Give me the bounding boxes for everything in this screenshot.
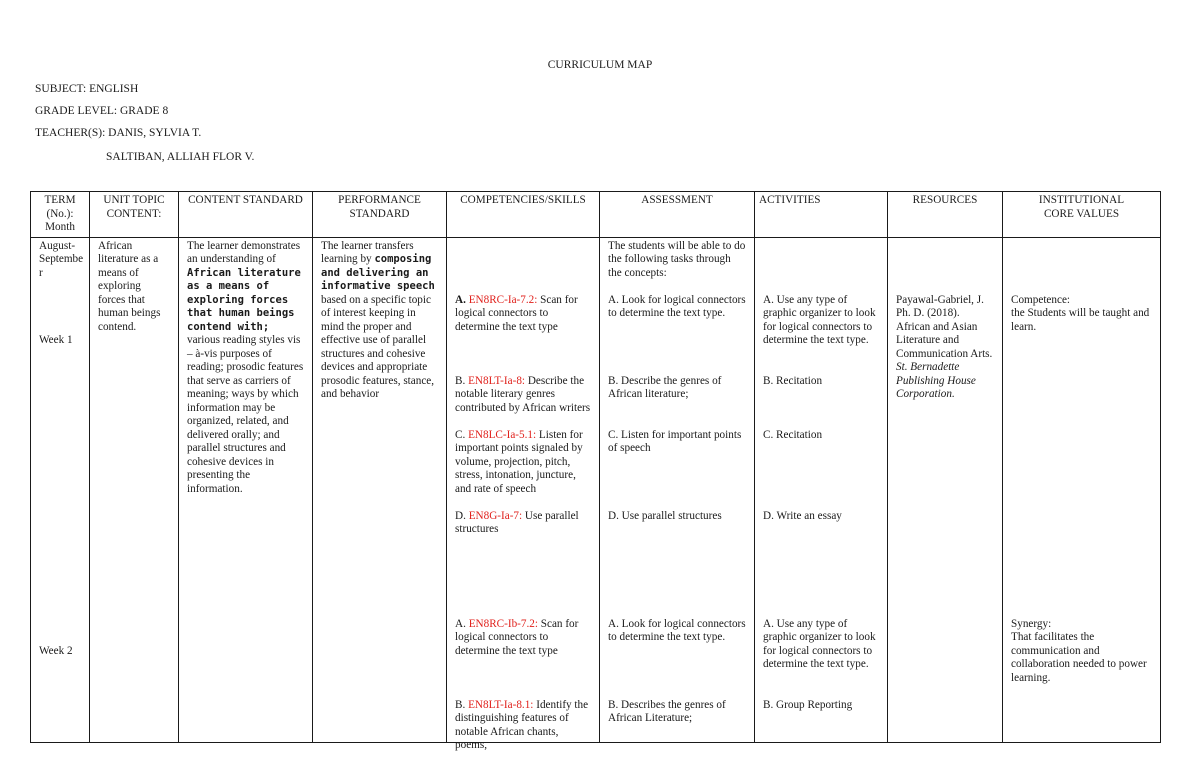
header-perf-line: PERFORMANCE	[338, 194, 421, 206]
assessment-item: A. Look for logical connectors to determine the text type.	[608, 617, 746, 643]
header-unit-topic	[90, 192, 179, 238]
header-competencies: COMPETENCIES/SKILLS	[447, 192, 600, 238]
header-core-line: INSTITUTIONAL	[1038, 194, 1125, 206]
assessment-item: C. Listen for important points of speech	[608, 428, 742, 454]
core-value-title: Synergy:	[1011, 617, 1052, 630]
assessment-item: D. Use parallel structures	[608, 509, 722, 522]
activities-cell	[755, 237, 888, 742]
document-title: CURRICULUM MAP	[547, 59, 653, 71]
assessment-cell	[600, 237, 755, 742]
performance-standard-bold: composing and delivering an informative speech	[321, 253, 435, 292]
header-content-standard: CONTENT STANDARD	[179, 192, 313, 238]
competency-item	[455, 429, 591, 497]
header-unit-line: CONTENT:	[106, 207, 162, 220]
activity-item: A. Use any type of graphic organizer to look for logical connectors to determine the text type.	[763, 293, 876, 346]
table-row	[31, 237, 1161, 742]
term-cell	[31, 237, 90, 742]
core-values-cell	[1003, 237, 1161, 742]
assessment-item: A. Look for logical connectors to determine the text type.	[608, 293, 746, 319]
competency-item	[455, 510, 591, 537]
assessment-item: B. Describes the genres of African Literature;	[608, 698, 726, 724]
header-term-line: (No.):	[46, 207, 74, 220]
content-standard-rest: various reading styles vis – à-vis purposes of reading; prosodic features that serve as carriers of meaning; ways by which information may be organized, related, and delivered orally; and parallel structures and cohesive devices in presenting the information.	[187, 334, 304, 495]
week-1-label: Week 1	[39, 333, 73, 346]
assessment-intro: The students will be able to do the following tasks through the concepts:	[608, 239, 746, 279]
header-term-line: TERM	[44, 194, 76, 206]
header-unit-line: UNIT TOPIC	[103, 194, 165, 206]
header-core-line: CORE VALUES	[1043, 207, 1120, 220]
core-value-title: Competence:	[1011, 293, 1071, 306]
competency-text: Identify the distinguishing features of notable African chants, poems,	[455, 698, 589, 751]
competency-prefix: A.	[455, 293, 466, 306]
header-term	[31, 192, 90, 238]
competency-text: Scan for logical connectors to determine the text type	[455, 617, 579, 657]
performance-standard-rest: based on a specific topic of interest keeping in mind the proper and effective use of parallel structures and cohesive devices and appropriate prosodic features, stance, and behavior	[321, 293, 435, 400]
performance-standard-cell	[313, 237, 447, 742]
header-assessment: ASSESSMENT	[600, 192, 755, 238]
competency-code: EN8RC-Ib-7.2:	[468, 617, 538, 630]
unit-topic-text: African literature as a means of exploring forces that human beings contend.	[98, 239, 161, 333]
activity-item: A. Use any type of graphic organizer to look for logical connectors to determine the text type.	[763, 617, 876, 670]
competency-prefix: C.	[455, 428, 466, 441]
competency-code: EN8LT-Ia-8:	[468, 374, 526, 387]
competency-text: Scan for logical connectors to determine the text type	[455, 293, 578, 333]
resource-publisher: St. Bernadette Publishing House Corporation.	[896, 361, 976, 400]
competency-text: Listen for important points signaled by volume, projection, pitch, stress, intonation, juncture, and rate of speech	[455, 428, 583, 495]
competency-prefix: A.	[455, 617, 466, 630]
term-month: August-	[39, 239, 76, 252]
competency-prefix: D.	[455, 509, 466, 522]
competency-code: EN8LC-Ia-5.1:	[468, 428, 537, 441]
teacher-line: TEACHER(S): DANIS, SYLVIA T.	[35, 127, 202, 139]
activity-item: D. Write an essay	[763, 509, 842, 522]
competency-code: EN8G-Ia-7:	[468, 509, 523, 522]
competency-prefix: B.	[455, 698, 466, 711]
header-performance-standard	[313, 192, 447, 238]
performance-standard-intro: The learner transfers learning by	[321, 239, 414, 265]
competency-item	[455, 294, 591, 335]
subject-line: SUBJECT: ENGLISH	[35, 83, 139, 95]
grade-level-line: GRADE LEVEL: GRADE 8	[35, 105, 169, 117]
curriculum-table	[30, 191, 1161, 751]
activity-item: C. Recitation	[763, 428, 823, 441]
term-month: Septembe	[39, 253, 84, 265]
content-standard-cell	[179, 237, 313, 742]
competency-item	[455, 699, 591, 753]
term-month: r	[39, 266, 43, 279]
resources-cell	[888, 237, 1003, 742]
competencies-cell	[447, 237, 600, 751]
resource-citation: Payawal-Gabriel, J. Ph. D. (2018). African and Asian Literature and Communication Arts.	[896, 293, 993, 360]
table-header-row	[31, 192, 1161, 238]
header-activities: ACTIVITIES	[755, 192, 888, 238]
competency-prefix: B.	[455, 374, 466, 387]
header-resources: RESOURCES	[888, 192, 1003, 238]
header-term-line: Month	[45, 221, 75, 233]
activity-item: B. Recitation	[763, 374, 823, 387]
competency-item	[455, 375, 591, 416]
activity-item: B. Group Reporting	[763, 698, 853, 711]
content-standard-bold: African literature as a means of exploring forces that human beings contend with;	[187, 266, 301, 333]
teacher-line-2: SALTIBAN, ALLIAH FLOR V.	[106, 151, 255, 163]
core-value-text: the Students will be taught and learn.	[1011, 307, 1150, 333]
competency-code: EN8RC-Ia-7.2:	[468, 293, 538, 306]
header-core-values	[1003, 192, 1161, 238]
core-value-text: That facilitates the communication and collaboration needed to power learning.	[1011, 631, 1147, 684]
unit-topic-cell	[90, 237, 179, 742]
header-perf-line: STANDARD	[349, 207, 410, 220]
content-standard-intro: The learner demonstrates an understanding of	[187, 239, 301, 265]
competency-text: Describe the notable literary genres contributed by African writers	[455, 374, 591, 414]
competency-code: EN8LT-Ia-8.1:	[468, 698, 534, 711]
assessment-item: B. Describe the genres of African literature;	[608, 374, 722, 400]
competency-text: Use parallel structures	[455, 509, 579, 535]
week-2-label: Week 2	[39, 644, 73, 657]
competency-item	[455, 618, 591, 659]
